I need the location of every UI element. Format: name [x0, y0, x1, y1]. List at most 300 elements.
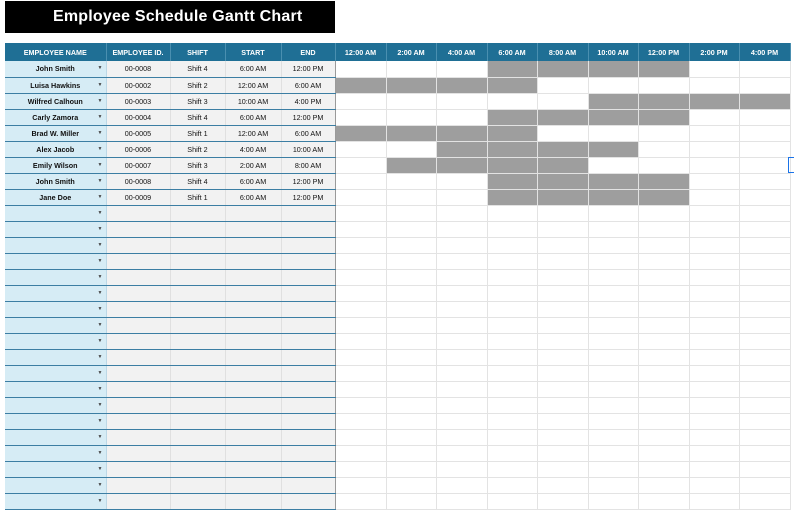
gantt-cell[interactable]	[739, 317, 790, 333]
dropdown-arrow-icon[interactable]: ▼	[97, 241, 103, 248]
gantt-cell[interactable]	[739, 125, 790, 141]
gantt-cell[interactable]	[689, 269, 739, 285]
shift-cell[interactable]	[170, 397, 225, 413]
shift-cell[interactable]: Shift 3	[170, 93, 225, 109]
gantt-cell[interactable]	[487, 413, 537, 429]
gantt-cell[interactable]	[588, 333, 638, 349]
gantt-cell[interactable]	[638, 285, 689, 301]
gantt-cell[interactable]	[638, 349, 689, 365]
gantt-cell[interactable]	[537, 317, 588, 333]
employee-id-cell[interactable]	[106, 365, 170, 381]
gantt-cell[interactable]	[537, 221, 588, 237]
gantt-cell[interactable]	[335, 493, 386, 509]
gantt-cell[interactable]	[386, 461, 436, 477]
gantt-cell[interactable]	[638, 365, 689, 381]
gantt-cell[interactable]	[739, 333, 790, 349]
gantt-bar-cell[interactable]	[638, 173, 689, 189]
gantt-cell[interactable]	[487, 477, 537, 493]
employee-id-cell[interactable]	[106, 237, 170, 253]
gantt-cell[interactable]	[436, 61, 487, 77]
gantt-cell[interactable]	[537, 205, 588, 221]
start-cell[interactable]	[225, 397, 281, 413]
gantt-cell[interactable]	[638, 429, 689, 445]
gantt-bar-cell[interactable]	[537, 173, 588, 189]
gantt-cell[interactable]	[537, 413, 588, 429]
gantt-cell[interactable]	[689, 141, 739, 157]
gantt-bar-cell[interactable]	[588, 61, 638, 77]
gantt-cell[interactable]	[739, 221, 790, 237]
shift-cell[interactable]: Shift 4	[170, 173, 225, 189]
gantt-cell[interactable]	[335, 461, 386, 477]
employee-id-cell[interactable]	[106, 381, 170, 397]
gantt-cell[interactable]	[588, 269, 638, 285]
gantt-cell[interactable]	[689, 173, 739, 189]
gantt-cell[interactable]	[436, 413, 487, 429]
end-cell[interactable]: 6:00 AM	[281, 77, 335, 93]
employee-name-cell[interactable]	[5, 157, 106, 173]
gantt-cell[interactable]	[689, 429, 739, 445]
dropdown-arrow-icon[interactable]: ▼	[97, 97, 103, 104]
gantt-cell[interactable]	[739, 269, 790, 285]
gantt-cell[interactable]	[386, 61, 436, 77]
gantt-cell[interactable]	[487, 253, 537, 269]
gantt-bar-cell[interactable]	[335, 77, 386, 93]
employee-id-cell[interactable]	[106, 317, 170, 333]
time-header[interactable]: 10:00 AM	[588, 43, 638, 61]
gantt-cell[interactable]	[588, 445, 638, 461]
employee-name-cell[interactable]	[5, 109, 106, 125]
gantt-bar-cell[interactable]	[335, 125, 386, 141]
gantt-cell[interactable]	[638, 381, 689, 397]
gantt-cell[interactable]	[739, 61, 790, 77]
employee-name-cell[interactable]	[5, 77, 106, 93]
start-cell[interactable]: 2:00 AM	[225, 157, 281, 173]
end-cell[interactable]	[281, 429, 335, 445]
employee-name-cell[interactable]	[5, 493, 106, 509]
gantt-bar-cell[interactable]	[638, 109, 689, 125]
gantt-cell[interactable]	[436, 397, 487, 413]
gantt-cell[interactable]	[689, 205, 739, 221]
dropdown-arrow-icon[interactable]: ▼	[97, 385, 103, 392]
start-cell[interactable]	[225, 253, 281, 269]
employee-name-cell[interactable]	[5, 381, 106, 397]
employee-id-cell[interactable]: 00-0008	[106, 173, 170, 189]
dropdown-arrow-icon[interactable]: ▼	[97, 129, 103, 136]
employee-name-cell[interactable]	[5, 141, 106, 157]
gantt-cell[interactable]	[335, 397, 386, 413]
gantt-cell[interactable]	[335, 141, 386, 157]
gantt-cell[interactable]	[638, 141, 689, 157]
gantt-cell[interactable]	[386, 141, 436, 157]
gantt-cell[interactable]	[739, 493, 790, 509]
employee-id-cell[interactable]	[106, 205, 170, 221]
end-cell[interactable]	[281, 413, 335, 429]
gantt-cell[interactable]	[335, 189, 386, 205]
gantt-cell[interactable]	[739, 77, 790, 93]
gantt-cell[interactable]	[537, 477, 588, 493]
gantt-cell[interactable]	[537, 301, 588, 317]
shift-cell[interactable]	[170, 349, 225, 365]
gantt-cell[interactable]	[386, 429, 436, 445]
gantt-cell[interactable]	[689, 365, 739, 381]
gantt-cell[interactable]	[487, 429, 537, 445]
gantt-cell[interactable]	[588, 285, 638, 301]
dropdown-arrow-icon[interactable]: ▼	[97, 193, 103, 200]
employee-name-cell[interactable]	[5, 237, 106, 253]
time-header[interactable]: 12:00 PM	[638, 43, 689, 61]
column-header-shift[interactable]: SHIFT	[170, 43, 225, 61]
gantt-cell[interactable]	[638, 269, 689, 285]
employee-id-cell[interactable]: 00-0004	[106, 109, 170, 125]
gantt-bar-cell[interactable]	[386, 77, 436, 93]
gantt-cell[interactable]	[638, 125, 689, 141]
shift-cell[interactable]	[170, 381, 225, 397]
gantt-bar-cell[interactable]	[487, 61, 537, 77]
gantt-cell[interactable]	[537, 93, 588, 109]
end-cell[interactable]	[281, 477, 335, 493]
employee-id-cell[interactable]: 00-0002	[106, 77, 170, 93]
gantt-cell[interactable]	[386, 365, 436, 381]
gantt-cell[interactable]	[588, 461, 638, 477]
employee-name-cell[interactable]	[5, 189, 106, 205]
gantt-cell[interactable]	[436, 109, 487, 125]
gantt-cell[interactable]	[537, 253, 588, 269]
start-cell[interactable]: 6:00 AM	[225, 109, 281, 125]
gantt-cell[interactable]	[335, 445, 386, 461]
gantt-cell[interactable]	[588, 397, 638, 413]
start-cell[interactable]	[225, 429, 281, 445]
employee-id-cell[interactable]	[106, 269, 170, 285]
gantt-cell[interactable]	[739, 109, 790, 125]
gantt-cell[interactable]	[487, 397, 537, 413]
gantt-cell[interactable]	[487, 269, 537, 285]
gantt-cell[interactable]	[537, 381, 588, 397]
start-cell[interactable]	[225, 413, 281, 429]
start-cell[interactable]	[225, 493, 281, 509]
gantt-cell[interactable]	[487, 445, 537, 461]
time-header[interactable]: 6:00 AM	[487, 43, 537, 61]
end-cell[interactable]: 4:00 PM	[281, 93, 335, 109]
gantt-cell[interactable]	[588, 477, 638, 493]
gantt-cell[interactable]	[436, 493, 487, 509]
gantt-cell[interactable]	[386, 109, 436, 125]
gantt-bar-cell[interactable]	[537, 157, 588, 173]
gantt-cell[interactable]	[537, 237, 588, 253]
end-cell[interactable]	[281, 205, 335, 221]
end-cell[interactable]	[281, 253, 335, 269]
end-cell[interactable]: 8:00 AM	[281, 157, 335, 173]
dropdown-arrow-icon[interactable]: ▼	[97, 177, 103, 184]
gantt-cell[interactable]	[335, 205, 386, 221]
employee-id-cell[interactable]: 00-0008	[106, 61, 170, 77]
gantt-cell[interactable]	[537, 397, 588, 413]
shift-cell[interactable]	[170, 413, 225, 429]
dropdown-arrow-icon[interactable]: ▼	[97, 321, 103, 328]
gantt-cell[interactable]	[335, 173, 386, 189]
gantt-cell[interactable]	[588, 317, 638, 333]
employee-name-cell[interactable]	[5, 221, 106, 237]
end-cell[interactable]	[281, 381, 335, 397]
employee-id-cell[interactable]: 00-0006	[106, 141, 170, 157]
employee-id-cell[interactable]	[106, 285, 170, 301]
gantt-cell[interactable]	[335, 349, 386, 365]
gantt-cell[interactable]	[638, 477, 689, 493]
shift-cell[interactable]: Shift 4	[170, 109, 225, 125]
end-cell[interactable]: 12:00 PM	[281, 109, 335, 125]
gantt-bar-cell[interactable]	[689, 93, 739, 109]
gantt-cell[interactable]	[739, 173, 790, 189]
gantt-cell[interactable]	[436, 333, 487, 349]
employee-id-cell[interactable]	[106, 221, 170, 237]
gantt-cell[interactable]	[689, 157, 739, 173]
shift-cell[interactable]: Shift 2	[170, 77, 225, 93]
gantt-bar-cell[interactable]	[588, 189, 638, 205]
gantt-cell[interactable]	[436, 285, 487, 301]
gantt-cell[interactable]	[386, 285, 436, 301]
gantt-cell[interactable]	[335, 269, 386, 285]
gantt-bar-cell[interactable]	[537, 61, 588, 77]
employee-id-cell[interactable]: 00-0003	[106, 93, 170, 109]
start-cell[interactable]	[225, 221, 281, 237]
gantt-cell[interactable]	[588, 253, 638, 269]
gantt-bar-cell[interactable]	[638, 61, 689, 77]
shift-cell[interactable]	[170, 461, 225, 477]
employee-id-cell[interactable]	[106, 253, 170, 269]
gantt-cell[interactable]	[436, 269, 487, 285]
gantt-cell[interactable]	[436, 429, 487, 445]
gantt-cell[interactable]	[588, 205, 638, 221]
gantt-bar-cell[interactable]	[386, 125, 436, 141]
end-cell[interactable]	[281, 269, 335, 285]
gantt-cell[interactable]	[588, 237, 638, 253]
column-header-employee-id[interactable]: EMPLOYEE ID.	[106, 43, 170, 61]
gantt-bar-cell[interactable]	[436, 125, 487, 141]
gantt-cell[interactable]	[335, 333, 386, 349]
gantt-cell[interactable]	[638, 445, 689, 461]
gantt-cell[interactable]	[487, 461, 537, 477]
gantt-cell[interactable]	[689, 61, 739, 77]
dropdown-arrow-icon[interactable]: ▼	[97, 337, 103, 344]
employee-name-cell[interactable]	[5, 397, 106, 413]
end-cell[interactable]	[281, 317, 335, 333]
employee-id-cell[interactable]	[106, 461, 170, 477]
gantt-cell[interactable]	[386, 333, 436, 349]
gantt-cell[interactable]	[386, 93, 436, 109]
start-cell[interactable]	[225, 285, 281, 301]
dropdown-arrow-icon[interactable]: ▼	[97, 369, 103, 376]
employee-id-cell[interactable]	[106, 349, 170, 365]
gantt-cell[interactable]	[739, 349, 790, 365]
employee-id-cell[interactable]	[106, 429, 170, 445]
gantt-cell[interactable]	[588, 77, 638, 93]
dropdown-arrow-icon[interactable]: ▼	[97, 353, 103, 360]
employee-name-cell[interactable]	[5, 269, 106, 285]
gantt-bar-cell[interactable]	[487, 173, 537, 189]
dropdown-arrow-icon[interactable]: ▼	[97, 209, 103, 216]
employee-id-cell[interactable]: 00-0005	[106, 125, 170, 141]
gantt-cell[interactable]	[335, 109, 386, 125]
start-cell[interactable]: 12:00 AM	[225, 125, 281, 141]
dropdown-arrow-icon[interactable]: ▼	[97, 257, 103, 264]
gantt-cell[interactable]	[638, 253, 689, 269]
time-header[interactable]: 12:00 AM	[335, 43, 386, 61]
gantt-cell[interactable]	[537, 333, 588, 349]
employee-name-cell[interactable]	[5, 317, 106, 333]
gantt-cell[interactable]	[739, 157, 790, 173]
gantt-cell[interactable]	[638, 333, 689, 349]
gantt-cell[interactable]	[436, 301, 487, 317]
gantt-cell[interactable]	[436, 461, 487, 477]
gantt-bar-cell[interactable]	[436, 77, 487, 93]
gantt-cell[interactable]	[386, 253, 436, 269]
gantt-cell[interactable]	[487, 349, 537, 365]
gantt-cell[interactable]	[739, 365, 790, 381]
employee-name-cell[interactable]	[5, 477, 106, 493]
gantt-cell[interactable]	[689, 413, 739, 429]
gantt-cell[interactable]	[739, 445, 790, 461]
column-header-end[interactable]: END	[281, 43, 335, 61]
gantt-cell[interactable]	[537, 445, 588, 461]
gantt-bar-cell[interactable]	[386, 157, 436, 173]
gantt-cell[interactable]	[638, 157, 689, 173]
gantt-cell[interactable]	[689, 125, 739, 141]
dropdown-arrow-icon[interactable]: ▼	[97, 433, 103, 440]
gantt-cell[interactable]	[436, 173, 487, 189]
end-cell[interactable]	[281, 493, 335, 509]
gantt-cell[interactable]	[537, 349, 588, 365]
shift-cell[interactable]	[170, 477, 225, 493]
shift-cell[interactable]	[170, 269, 225, 285]
gantt-cell[interactable]	[335, 221, 386, 237]
start-cell[interactable]	[225, 237, 281, 253]
gantt-cell[interactable]	[335, 157, 386, 173]
end-cell[interactable]	[281, 397, 335, 413]
employee-name-cell[interactable]	[5, 205, 106, 221]
gantt-cell[interactable]	[487, 381, 537, 397]
gantt-cell[interactable]	[436, 237, 487, 253]
start-cell[interactable]	[225, 317, 281, 333]
gantt-cell[interactable]	[689, 349, 739, 365]
shift-cell[interactable]	[170, 301, 225, 317]
gantt-bar-cell[interactable]	[638, 189, 689, 205]
gantt-cell[interactable]	[436, 93, 487, 109]
gantt-cell[interactable]	[436, 205, 487, 221]
gantt-cell[interactable]	[487, 205, 537, 221]
gantt-cell[interactable]	[689, 285, 739, 301]
employee-name-cell[interactable]	[5, 365, 106, 381]
gantt-cell[interactable]	[335, 61, 386, 77]
time-header[interactable]: 2:00 AM	[386, 43, 436, 61]
dropdown-arrow-icon[interactable]: ▼	[97, 225, 103, 232]
gantt-cell[interactable]	[638, 205, 689, 221]
gantt-cell[interactable]	[689, 333, 739, 349]
gantt-cell[interactable]	[335, 93, 386, 109]
gantt-bar-cell[interactable]	[739, 93, 790, 109]
gantt-cell[interactable]	[739, 285, 790, 301]
start-cell[interactable]	[225, 445, 281, 461]
gantt-cell[interactable]	[689, 109, 739, 125]
gantt-cell[interactable]	[487, 333, 537, 349]
gantt-bar-cell[interactable]	[487, 77, 537, 93]
shift-cell[interactable]: Shift 1	[170, 189, 225, 205]
gantt-cell[interactable]	[537, 365, 588, 381]
gantt-cell[interactable]	[689, 301, 739, 317]
gantt-cell[interactable]	[436, 349, 487, 365]
gantt-cell[interactable]	[588, 381, 638, 397]
shift-cell[interactable]: Shift 1	[170, 125, 225, 141]
gantt-cell[interactable]	[436, 221, 487, 237]
end-cell[interactable]: 12:00 PM	[281, 61, 335, 77]
gantt-cell[interactable]	[386, 477, 436, 493]
start-cell[interactable]	[225, 333, 281, 349]
gantt-bar-cell[interactable]	[487, 109, 537, 125]
gantt-cell[interactable]	[487, 285, 537, 301]
shift-cell[interactable]: Shift 3	[170, 157, 225, 173]
shift-cell[interactable]	[170, 445, 225, 461]
gantt-cell[interactable]	[335, 413, 386, 429]
gantt-cell[interactable]	[739, 237, 790, 253]
end-cell[interactable]: 12:00 PM	[281, 173, 335, 189]
gantt-cell[interactable]	[335, 253, 386, 269]
start-cell[interactable]: 6:00 AM	[225, 189, 281, 205]
gantt-cell[interactable]	[638, 317, 689, 333]
gantt-cell[interactable]	[335, 365, 386, 381]
gantt-bar-cell[interactable]	[588, 141, 638, 157]
gantt-cell[interactable]	[335, 429, 386, 445]
start-cell[interactable]	[225, 205, 281, 221]
gantt-cell[interactable]	[537, 285, 588, 301]
column-header-employee-name[interactable]: EMPLOYEE NAME	[5, 43, 106, 61]
employee-name-cell[interactable]	[5, 445, 106, 461]
gantt-cell[interactable]	[689, 461, 739, 477]
gantt-cell[interactable]	[436, 253, 487, 269]
gantt-cell[interactable]	[739, 413, 790, 429]
shift-cell[interactable]	[170, 365, 225, 381]
gantt-cell[interactable]	[739, 205, 790, 221]
gantt-cell[interactable]	[335, 317, 386, 333]
gantt-cell[interactable]	[588, 157, 638, 173]
dropdown-arrow-icon[interactable]: ▼	[97, 289, 103, 296]
start-cell[interactable]: 12:00 AM	[225, 77, 281, 93]
gantt-cell[interactable]	[386, 381, 436, 397]
gantt-cell[interactable]	[739, 301, 790, 317]
gantt-cell[interactable]	[386, 205, 436, 221]
gantt-cell[interactable]	[386, 349, 436, 365]
gantt-cell[interactable]	[588, 221, 638, 237]
gantt-bar-cell[interactable]	[487, 157, 537, 173]
gantt-cell[interactable]	[386, 413, 436, 429]
employee-name-cell[interactable]	[5, 173, 106, 189]
column-header-start[interactable]: START	[225, 43, 281, 61]
employee-name-cell[interactable]	[5, 93, 106, 109]
employee-id-cell[interactable]	[106, 477, 170, 493]
dropdown-arrow-icon[interactable]: ▼	[97, 161, 103, 168]
gantt-cell[interactable]	[335, 285, 386, 301]
gantt-cell[interactable]	[335, 301, 386, 317]
gantt-cell[interactable]	[739, 461, 790, 477]
gantt-cell[interactable]	[739, 253, 790, 269]
dropdown-arrow-icon[interactable]: ▼	[97, 417, 103, 424]
gantt-cell[interactable]	[638, 301, 689, 317]
employee-id-cell[interactable]	[106, 445, 170, 461]
gantt-cell[interactable]	[386, 493, 436, 509]
employee-name-cell[interactable]	[5, 125, 106, 141]
end-cell[interactable]	[281, 365, 335, 381]
gantt-bar-cell[interactable]	[436, 141, 487, 157]
gantt-cell[interactable]	[487, 493, 537, 509]
dropdown-arrow-icon[interactable]: ▼	[97, 65, 103, 71]
end-cell[interactable]: 10:00 AM	[281, 141, 335, 157]
